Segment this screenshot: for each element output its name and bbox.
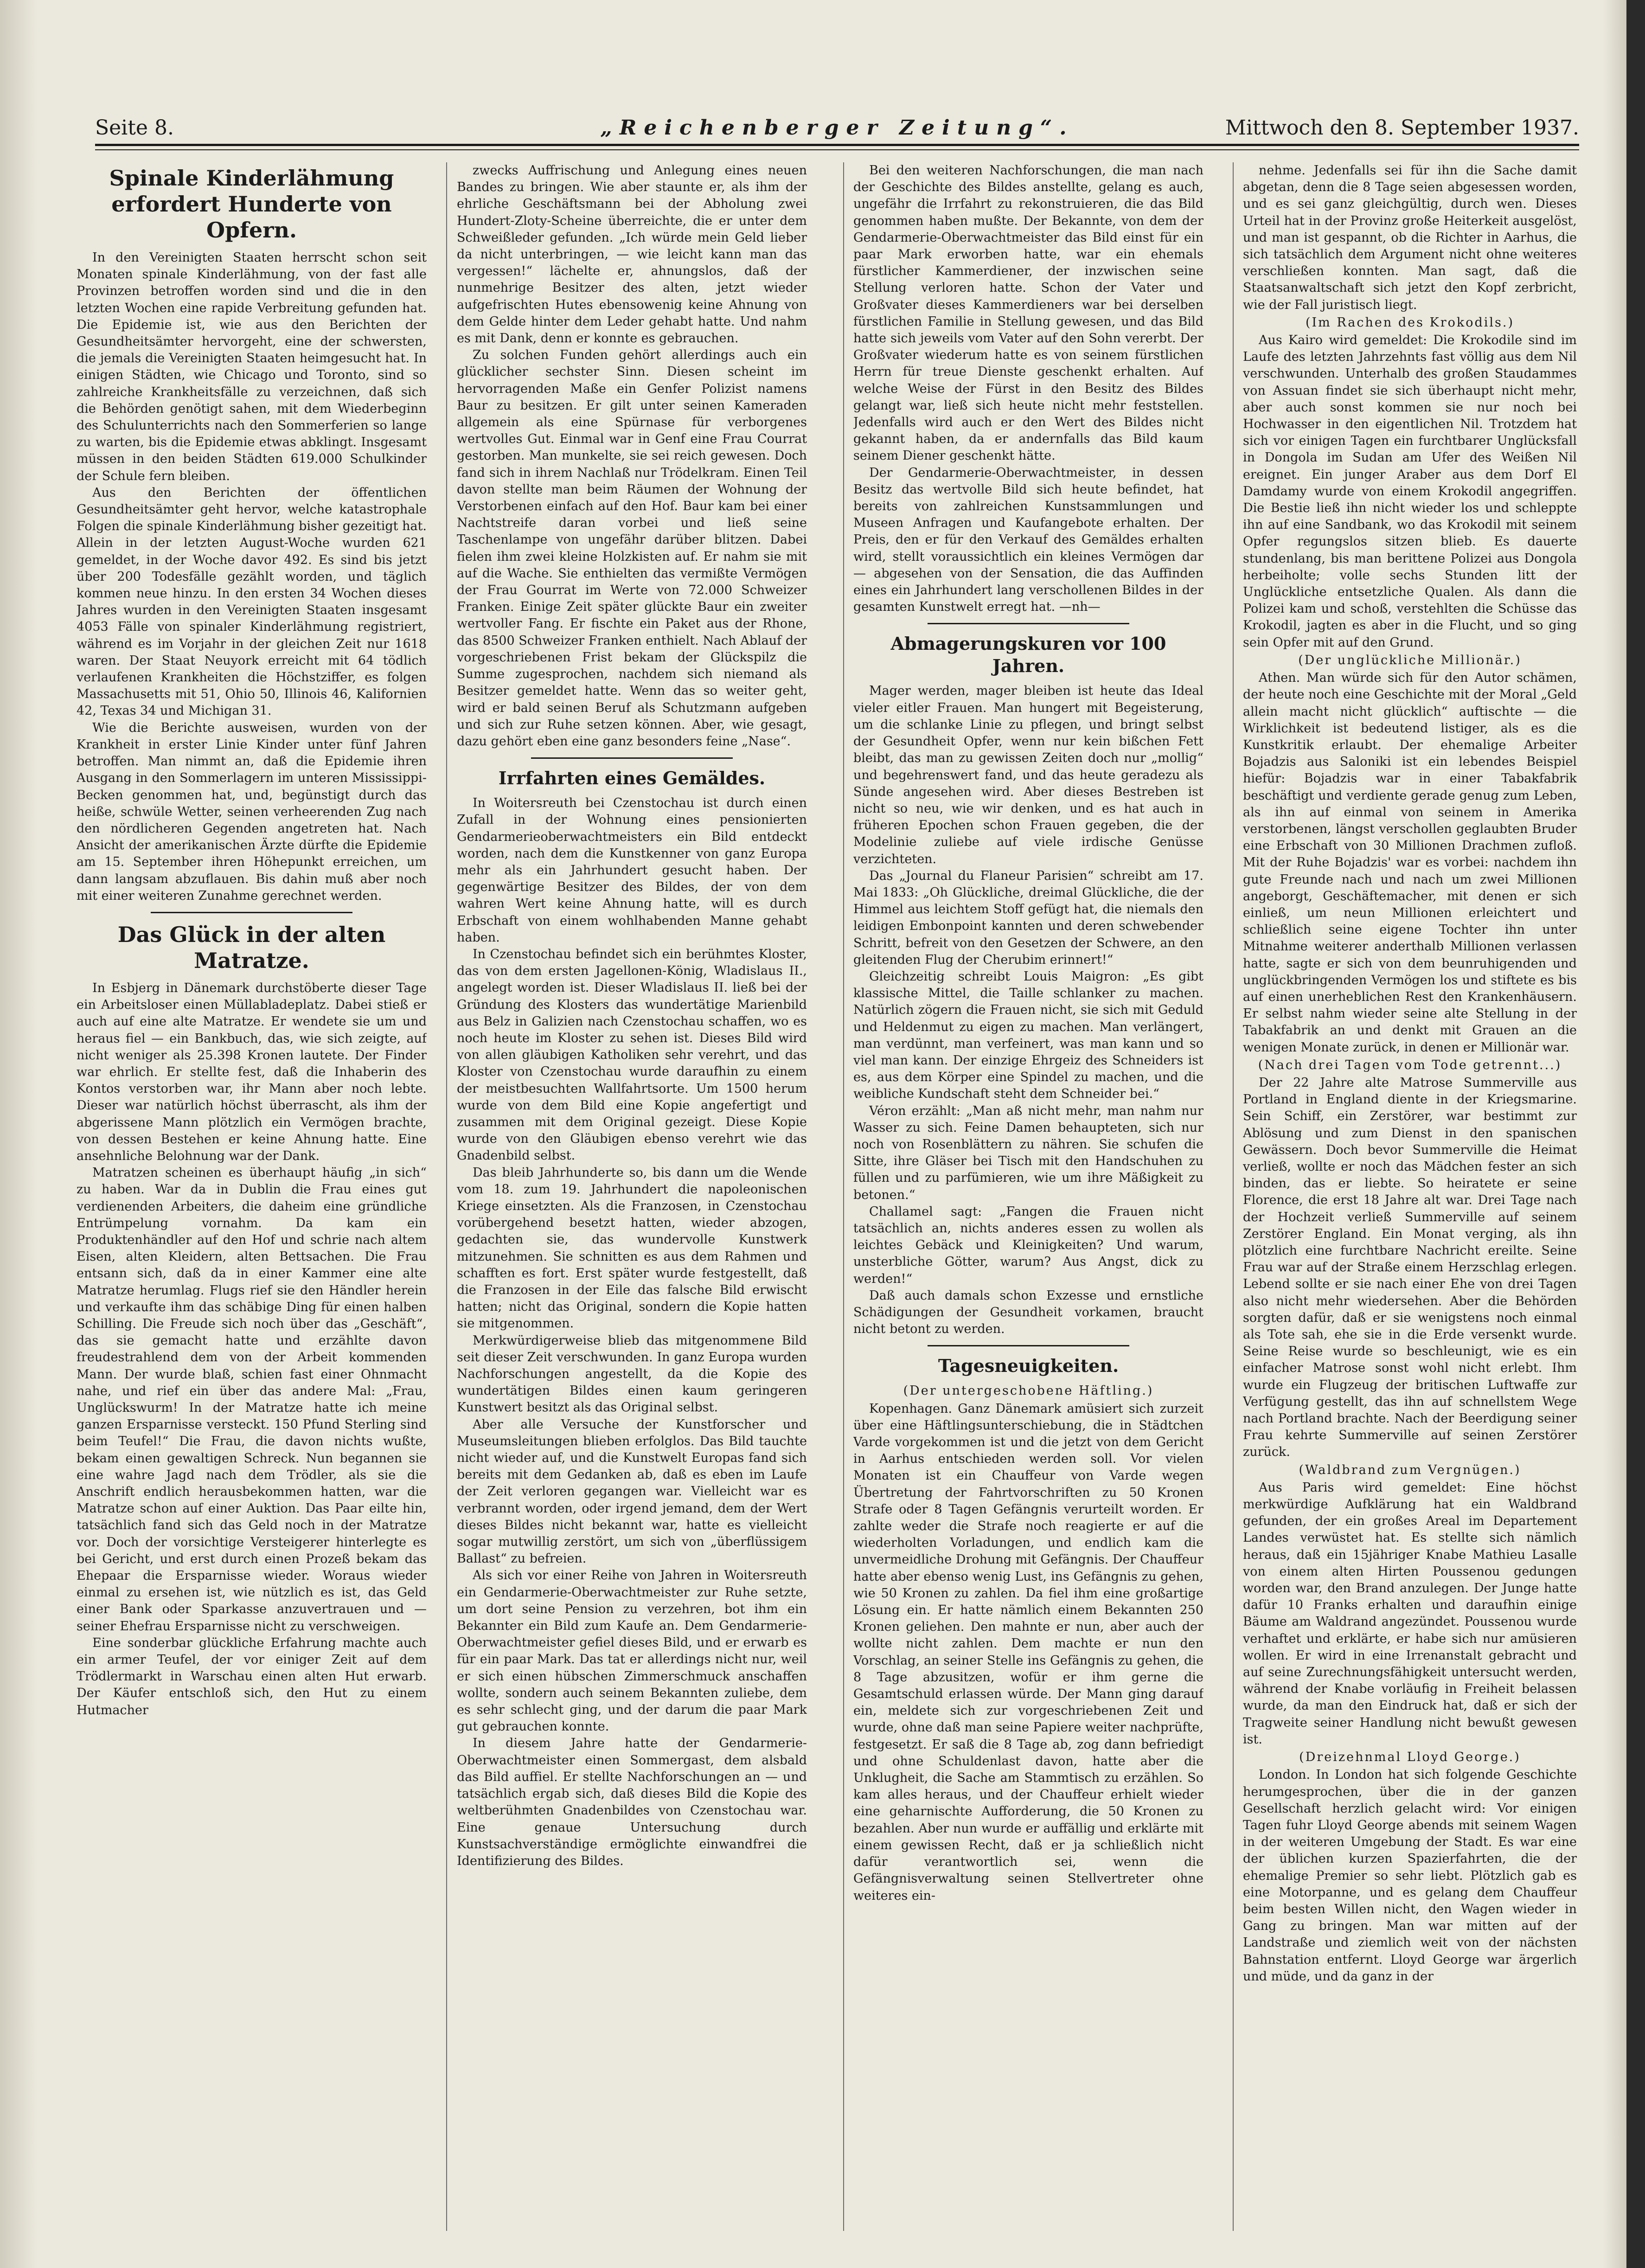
article-paragraph: In Woitersreuth bei Czenstochau ist durch einen Zufall in der Wohnung eines pensionierten Gendarmerieoberwachtmeisters ein Bild entdeckt worden, nach dem die Kunstkenner von ganz Europa mehr als ein Jahrhundert gesucht haben. Der gegenwärtige Besitzer des Bildes, der von dem wahren Wert keine Ahnung hatte, will es durch Erbschaft von einem wohlhabenden Manne gehabt haben. xyxy=(457,796,807,945)
scan-edge-left xyxy=(0,0,37,2268)
header-rule-thin xyxy=(95,149,1579,150)
header-rule xyxy=(95,144,1579,146)
article-separator xyxy=(928,1345,1129,1346)
article-paragraph: Zu solchen Funden gehört allerdings auch ein glücklicher sechster Sinn. Diesen scheint im hervorragenden Maße ein Genfer Polizist namens Baur zu besitzen. Er gilt unter seinen Kameraden allgemein als eine Spürnase für verborgenes wertvolles Gut. Einmal war in Genf eine Frau Courrat gestorben. Man munkelte, sie sei reich gewesen. Doch fand sich in ihrem Nachlaß nur Trödelkram. Einen Teil davon stellte man beim Räumen der Wohnung der Verstorbenen einfach auf den Hof. Baur kam bei einer Nachtstreife daran vorbei und ließ seine Taschenlampe von ungefähr darüber blitzen. Dabei fielen ihm zwei kleine Holzkisten auf. Er nahm sie mit auf die Wache. Sie enthielten das vermißte Vermögen der Frau Gourrat im Werte von 72.000 Schweizer Franken. Einige Zeit später glückte Baur ein zweiter wertvoller Fang. Er fischte ein Paket aus der Rhone, das 8500 Schweizer Franken enthielt. Nach Ablauf der vorgeschriebenen Frist bekam der Glückspilz die Summe zugesprochen, nachdem sich niemand als Besitzer gemeldet hatte. Wenn das so weiter geht, wird er bald seinen Beruf als Schutzmann aufgeben und sich zur Ruhe setzen können. Aber, wie gesagt, dazu gehört eben eine ganz besonders feine „Nase“. xyxy=(457,348,807,749)
column-2 xyxy=(457,162,807,2226)
article-paragraph: Gleichzeitig schreibt Louis Maigron: „Es gibt klassische Mittel, die Taille schlanker zu machen. Natürlich zögern die Frauen nicht, sie sich mit Geduld und Heldenmut zu eigen zu machen. Man verlängert, man verdünnt, man verfeinert, was man kann und so viel man kann. Der einzige Ehrgeiz des Schneiders ist es, aus dem Körper eine Spindel zu machen, und die weibliche Kundschaft steht dem Schneider bei.“ xyxy=(853,969,1203,1102)
article-title: Spinale Kinderlähmung erfordert Hunderte von Opfern. xyxy=(109,166,394,243)
article-paragraph: Bei den weiteren Nachforschungen, die man nach der Geschichte des Bildes anstellte, gelang es auch, ungefähr die Irrfahrt zu rekonstruieren, die das Bild genommen haben mußte. Der Bekannte, von dem der Gendarmerie-Oberwachtmeister das Bild einst für ein paar Mark erworben hatte, war ein ehemals fürstlicher Kammerdiener, der inzwischen seine Stellung verloren hatte. Schon der Vater und Großvater dieses Kammerdieners war bei derselben fürstlichen Familie in Stellung gewesen, und das Bild hatte sich jeweils vom Vater auf den Sohn vererbt. Der Großvater wiederum hatte es von seinem fürstlichen Herrn für treue Dienste geschenkt erhalten. Auf welche Weise der Fürst in den Besitz des Bildes gelangt war, ließ sich heute nicht mehr feststellen. Jedenfalls wird auch er den Wert des Bildes nicht gekannt haben, da er andernfalls das Bild kaum seinem Diener geschenkt hätte. xyxy=(853,163,1203,463)
article-paragraph: Challamel sagt: „Fangen die Frauen nicht tatsächlich an, nichts anderes essen zu wollen als leichtes Gebäck und Kleinigkeiten? Und warum, unsterbliche Götter, warum? Aus Angst, dick zu werden!“ xyxy=(853,1204,1203,1286)
column-3 xyxy=(853,162,1203,2226)
article-title: Das Glück in der alten Matratze. xyxy=(117,922,386,973)
news-item-heading: (Nach drei Tagen vom Tode getrennt...) xyxy=(1258,1057,1562,1072)
article-paragraph: Der Gendarmerie-Oberwachtmeister, in dessen Besitz das wertvolle Bild sich heute befindet, hat bereits von zahlreichen Kunstsammlungen und Museen Anfragen und Kaufangebote erhalten. Der Preis, den er für den Verkauf des Gemäldes erhalten wird, stellt voraussichtlich ein kleines Vermögen dar — abgesehen von der Sensation, die das Auffinden eines ein Jahrhundert lang verschollenen Bildes in der gesamten Kunstwelt erregt hat. —nh— xyxy=(853,465,1203,615)
article-title: Abmagerungskuren vor 100 Jahren. xyxy=(890,633,1166,677)
article-paragraph: London. In London hat sich folgende Geschichte herumgesprochen, über die in der ganzen Gesellschaft herzlich gelacht wird: Vor einigen Tagen fuhr Lloyd George abends mit seinem Wagen in der weiteren Umgebung der Stadt. Es war eine der üblichen kurzen Spazierfahrten, die der ehemalige Premier so sehr liebt. Plötzlich gab es eine Motorpanne, und es gelang dem Chauffeur beim besten Willen nicht, den Wagen wieder in Gang zu bringen. Man war mitten auf der Landstraße und ziemlich weit von der nächsten Bahnstation entfernt. Lloyd George war ärgerlich und müde, und da ganz in der xyxy=(1243,1768,1577,1984)
column-divider xyxy=(446,162,447,2231)
column-divider xyxy=(843,162,844,2231)
article-paragraph: Das bleib Jahrhunderte so, bis dann um die Wende vom 18. zum 19. Jahrhundert die napoleonischen Kriege einsetzten. Als die Franzosen, in Czenstochau vorübergehend besetzt hatten, wieder abzogen, gedachten sie, das wundervolle Kunstwerk mitzunehmen. Sie schnitten es aus dem Rahmen und schafften es fort. Erst später wurde festgestellt, daß die Franzosen in der Eile das falsche Bild erwischt hatten; nicht das Original, sondern die Kopie hatten sie mitgenommen. xyxy=(457,1165,807,1331)
news-item-heading: (Der untergeschobene Häftling.) xyxy=(903,1384,1154,1398)
article-paragraph: In diesem Jahre hatte der Gendarmerie-Oberwachtmeister einen Sommergast, dem alsbald das Bild auffiel. Er stellte Nachforschungen an — und tatsächlich ergab sich, daß dieses Bild die Kopie des weltberühmten Gnadenbildes von Czenstochau war. Eine genaue Untersuchung durch Kunstsachverständige ermöglichte einwandfrei die Identifizierung des Bildes. xyxy=(457,1736,807,1868)
column-1 xyxy=(77,162,427,2226)
article-title: Tagesneuigkeiten. xyxy=(938,1355,1119,1377)
issue-date: Mittwoch den 8. September 1937. xyxy=(1225,116,1579,140)
article-paragraph: Véron erzählt: „Man aß nicht mehr, man nahm nur Wasser zu sich. Feine Damen behaupteten, sich nur noch von Rosenblättern zu nähren. Sie schufen die Sitte, ihre Gläser bei Tisch mit den Handschuhen zu füllen und zu parfümieren, wie um ihre Mäßigkeit zu betonen.“ xyxy=(853,1103,1203,1202)
scan-edge-right xyxy=(1603,0,1645,2268)
news-item-heading: (Dreizehnmal Lloyd George.) xyxy=(1299,1750,1521,1765)
column-divider xyxy=(1233,162,1234,2231)
article-paragraph: Matratzen scheinen es überhaupt häufig „in sich“ zu haben. War da in Dublin die Frau eines gut verdienenden Arbeiters, die daheim eine gründliche Entrümpelung vornahm. Da kam ein Produktenhändler auf den Hof und schrie nach altem Eisen, alten Kleidern, alten Bettsachen. Die Frau entsann sich, daß da in einer Kammer eine alte Matratze herumlag. Flugs rief sie den Händler herein und verkaufte ihm das schäbige Ding für einen halben Schilling. Die Freude sich noch über das „Geschäft“, das sie gemacht hatte und erzählte davon freudestrahlend dem von der Arbeit kommenden Mann. Der wurde blaß, schien fast einer Ohnmacht nahe, und rief ein über das andere Mal: „Frau, Unglückswurm! In der Matratze hatte ich meine ganzen Ersparnisse versteckt. 150 Pfund Sterling sind beim Teufel!“ Die Frau, die davon nichts wußte, bekam einen gewaltigen Schreck. Nun begannen sie eine wahre Jagd nach dem Trödler, als sie die Anschrift endlich herausbekommen hatten, war die Matratze schon auf einer Auktion. Das Paar eilte hin, tatsächlich fand sich das Geld noch in der Matratze vor. Doch der vorsichtige Versteigerer hinterlegte es bei Gericht, und erst durch einen Prozeß bekam das Ehepaar die Ersparnisse wieder. Woraus wieder einmal zu ersehen ist, wie nützlich es ist, das Geld einer Bank oder Sparkasse anzuvertrauen und — seiner Ehefrau Ersparnisse nicht zu verschweigen. xyxy=(77,1166,427,1634)
article-paragraph: In Czenstochau befindet sich ein berühmtes Kloster, das von dem ersten Jagellonen-König, Wladislaus II., angelegt worden ist. Dieser Wladislaus II. ließ bei der Gründung des Klosters das wundertätige Marienbild aus Belz in Galizien nach Czenstochau schaffen, wo es noch heute im Kloster zu sehen ist. Dieses Bild wird von allen gläubigen Katholiken sehr verehrt, und das Kloster von Czenstochau wurde daraufhin zu einem der meistbesuchten Wallfahrtsorte. Um 1500 herum wurde von dem Bild eine Kopie angefertigt und zusammen mit dem Original gezeigt. Diese Kopie wurde von den Gläubigen ebenso verehrt wie das Gnadenbild selbst. xyxy=(457,947,807,1163)
article-paragraph: Aus den Berichten der öffentlichen Gesundheitsämter geht hervor, welche katastrophale Folgen die spinale Kinderlähmung bisher gezeitigt hat. Allein in der letzten August-Woche wurden 621 gemeldet, in der Woche davor 492. Es sind bis jetzt über 200 Todesfälle gezählt worden, und täglich kommen neue hinzu. In den ersten 34 Wochen dieses Jahres wurden in den Vereinigten Staaten insgesamt 4053 Fälle von spinaler Kinderlähmung registriert, während es im Vorjahr in der gleichen Zeit nur 1618 waren. Der Staat Neuyork erreicht mit 64 tödlich verlaufenen Krankheiten die Höchstziffer, es folgen Massachusetts mit 51, Ohio 50, Illinois 46, Kalifornien 42, Texas 34 und Michigan 31. xyxy=(77,485,427,718)
article-paragraph: zwecks Auffrischung und Anlegung eines neuen Bandes zu bringen. Wie aber staunte er, als ihm der ehrliche Geschäftsmann bei der Abholung zwei Hundert-Zloty-Scheine überreichte, die er unter dem Schweißleder gefunden. „Ich würde mein Geld lieber da nicht unterbringen, — wie leicht kann man das vergessen!“ lächelte er, ahnungslos, daß der nunmehrige Besitzer des alten, jetzt wieder aufgefrischten Hutes ebensowenig keine Ahnung von dem Gelde hinter dem Leder gehabt hatte. Und nahm es mit Dank, denn er konnte es gebrauchen. xyxy=(457,163,807,346)
article-separator xyxy=(151,912,352,913)
article-paragraph: Mager werden, mager bleiben ist heute das Ideal vieler eitler Frauen. Man hungert mit Begeisterung, um die schlanke Linie zu pflegen, und bringt selbst der Gesundheit Opfer, wenn nur kein bißchen Fett bleibt, das man zu gewissen Zeiten doch nur „mollig“ und begehrenswert fand, und das heute geradezu als Sünde angesehen wird. Aber dieses Bestreben ist nicht so neu, wie wir denken, und es hat auch in früheren Epochen schon Frauen gegeben, die der Modelinie zuliebe auf viele irdische Genüsse verzichteten. xyxy=(853,684,1203,866)
newspaper-title: „Reichenberger Zeitung“. xyxy=(600,116,1074,140)
article-paragraph: In den Vereinigten Staaten herrscht schon seit Monaten spinale Kinderlähmung, von der fast alle Provinzen betroffen worden sind und die in den letzten Wochen eine rapide Verbreitung gefunden hat. Die Epidemie ist, wie aus den Berichten der Gesundheitsämter hervorgeht, eine der schwersten, die jemals die Vereinigten Staaten heimgesucht hat. In einigen Städten, wie Chicago und Toronto, sind so zahlreiche Krankheitsfälle zu verzeichnen, daß sich die Behörden genötigt sahen, mit dem Wiederbeginn des Schulunterrichts nach den Sommerferien so lange zu warten, bis die Epidemie etwas abklingt. Insgesamt müssen in den beiden Städten 619.000 Schulkinder der Schule fern bleiben. xyxy=(77,250,427,483)
article-title: Irrfahrten eines Gemäldes. xyxy=(498,768,766,789)
article-paragraph: Als sich vor einer Reihe von Jahren in Woitersreuth ein Gendarmerie-Oberwachtmeister zur Ruhe setzte, um dort seine Pension zu verzehren, bot ihm ein Bekannter ein Bild zum Kaufe an. Dem Gendarmerie-Oberwachtmeister gefiel dieses Bild, und er erwarb es für ein paar Mark. Das tat er allerdings nicht nur, weil er sich einen hübschen Zimmerschmuck anschaffen wollte, sondern auch seinem Bekannten zuliebe, dem es sehr schlecht ging, und der darum die paar Mark gut gebrauchen konnte. xyxy=(457,1568,807,1734)
article-paragraph: nehme. Jedenfalls sei für ihn die Sache damit abgetan, denn die 8 Tage seien abgesessen worden, und es sei ganz gleichgültig, durch wen. Dieses Urteil hat in der Provinz große Heiterkeit ausgelöst, und man ist gespannt, ob die Richter in Aarhus, die sich tatsächlich dem Argument nicht ohne weiteres verschließen konnten. Man sagt, daß die Staatsanwaltschaft sich jetzt den Kopf zerbricht, wie der Fall juristisch liegt. xyxy=(1243,163,1577,312)
article-paragraph: Aber alle Versuche der Kunstforscher und Museumsleitungen blieben erfolglos. Das Bild tauchte nicht wieder auf, und die Kunstwelt Europas fand sich bereits mit dem Gedanken ab, daß es eben im Laufe der Zeit verloren gegangen war. Vielleicht war es verbrannt worden, oder irgend jemand, dem der Wert dieses Bildes nicht bekannt war, hatte es vielleicht sogar mutwillig zerstört, um sich von „überflüssigem Ballast“ zu befreien. xyxy=(457,1417,807,1566)
news-item-heading: (Waldbrand zum Vergnügen.) xyxy=(1299,1462,1521,1477)
page-number: Seite 8. xyxy=(95,116,174,140)
article-paragraph: Aus Paris wird gemeldet: Eine höchst merkwürdige Aufklärung hat ein Waldbrand gefunden, der ein großes Areal im Departement Landes verwüstet hat. Es stellte sich nämlich heraus, daß ein 15jähriger Knabe Mathieu Lasalle von einem alten Hirten Poussenou gedungen worden war, den Brand anzulegen. Der Junge hatte dafür 10 Franks erhalten und daraufhin einige Bäume am Waldrand angezündet. Poussenou wurde verhaftet und erklärte, er habe sich nur amüsieren wollen. Er wird in eine Irrenanstalt gebracht und auf seine Zurechnungsfähigkeit untersucht werden, während der Knabe vorläufig in Freiheit belassen wurde, da man den Eindruck hat, daß er sich der Tragweite seiner Handlung nicht bewußt gewesen ist. xyxy=(1243,1480,1577,1747)
article-paragraph: Der 22 Jahre alte Matrose Summerville aus Portland in England diente in der Kriegsmarine. Sein Schiff, ein Zerstörer, war bestimmt zur Ablösung und zum Dienst in den spanischen Gewässern. Doch bevor Summerville die Heimat verließ, wollte er noch das Mädchen fester an sich binden, das er liebte. So heiratete er seine Florence, die erst 18 Jahre alt war. Drei Tage nach der Hochzeit verließ Summerville auf seinem Zerstörer England. Ein Monat verging, als ihn plötzlich eine furchtbare Nachricht ereilte. Seine Frau war auf der Straße einem Herzschlag erlegen. Lebend sollte er sie nach einer Ehe von drei Tagen also nicht mehr wiedersehen. Aber die Behörden sorgten dafür, daß er sie wenigstens noch einmal als Tote sah, ehe sie in die Erde versenkt wurde. Seine Reise wurde so beschleunigt, wie es ein einfacher Matrose sonst wohl nicht erlebt. Ihm wurde ein Flugzeug der britischen Luftwaffe zur Verfügung gestellt, das ihn auf schnellstem Wege nach Portland brachte. Nach der Beerdigung seiner Frau kehrte Summerville auf seinen Zerstörer zurück. xyxy=(1243,1075,1577,1460)
article-paragraph: Kopenhagen. Ganz Dänemark amüsiert sich zurzeit über eine Häftlingsunterschiebung, die in Städtchen Varde vorgekommen ist und die jetzt von dem Gericht in Aarhus entschieden werden soll. Vor vielen Monaten ist ein Chauffeur von Varde wegen Übertretung der Fahrtvorschriften zu 50 Kronen Strafe oder 8 Tagen Gefängnis verurteilt worden. Er zahlte weder die Strafe noch reagierte er auf die wiederholten Vorladungen, und endlich kam die unvermeidliche Drohung mit Gefängnis. Der Chauffeur hatte aber ebenso wenig Lust, ins Gefängnis zu gehen, wie 50 Kronen zu zahlen. Da fiel ihm eine großartige Lösung ein. Er hatte nämlich einem Bekannten 250 Kronen geliehen. Den mahnte er nun, aber auch der wollte nicht zahlen. Dem machte er nun den Vorschlag, an seiner Stelle ins Gefängnis zu gehen, die 8 Tage abzusitzen, wofür er ihm gerne die Gesamtschuld erlassen würde. Der Mann ging darauf ein, meldete sich zur vorgeschriebenen Zeit und wurde, ohne daß man seine Papiere weiter nachprüfte, festgesetzt. Er saß die 8 Tage ab, zog dann befriedigt und ohne Schuldenlast davon, hatte aber die Unklugheit, die Sache am Stammtisch zu erzählen. So kam alles heraus, und der Chauffeur erhielt wieder eine geharnischte Aufforderung, die 50 Kronen zu bezahlen. Aber nun wurde er auffällig und erklärte mit einem gewissen Recht, daß er ja schließlich nicht dafür verantwortlich sei, wenn die Gefängnisverwaltung seinen Stellvertreter ohne weiteres ein- xyxy=(853,1401,1203,1903)
article-paragraph: Wie die Berichte ausweisen, wurden von der Krankheit in erster Linie Kinder unter fünf Jahren betroffen. Man nimmt an, daß die Epidemie ihren Ausgang in den Sommerlagern im unteren Mississippi-Becken genommen hat, und, begünstigt durch das heiße, schwüle Wetter, seinen verheerenden Zug nach den nördlicheren Gegenden angetreten hat. Nach Ansicht der amerikanischen Ärzte dürfte die Epidemie am 15. September ihren Höhepunkt erreichen, um dann langsam abzuflauen. Bis dahin muß aber noch mit einer weiteren Zunahme gerechnet werden. xyxy=(77,720,427,903)
article-paragraph: Daß auch damals schon Exzesse und ernstliche Schädigungen der Gesundheit vorkamen, braucht nicht betont zu werden. xyxy=(853,1288,1203,1337)
article-separator xyxy=(531,757,733,759)
article-paragraph: Aus Kairo wird gemeldet: Die Krokodile sind im Laufe des letzten Jahrzehnts fast völlig aus dem Nil verschwunden. Unterhalb des großen Staudammes von Assuan findet sie sich überhaupt nicht mehr, aber auch sonst kommen sie nur noch bei Hochwasser in den eigentlichen Nil. Trotzdem hat sich vor einigen Tagen ein furchtbarer Unglücksfall in Dongola im Sudan am Ufer des Weißen Nil ereignet. Ein junger Araber aus dem Dorf El Damdamy wurde von einem Krokodil angegriffen. Die Bestie ließ ihn nicht wieder los und schleppte ihn auf eine Sandbank, wo das Krokodil mit seinem Opfer regungslos sitzen blieb. Es dauerte stundenlang, bis man berittene Polizei aus Dongola herbeiholte; volle sechs Stunden litt der Unglückliche entsetzliche Qualen. Als dann die Polizei kam und schoß, verstehlten die Schüsse das Krokodil, jagten es aber in die Flucht, und so ging sein Opfer mit auf den Grund. xyxy=(1243,333,1577,650)
article-paragraph: Das „Journal du Flaneur Parisien“ schreibt am 17. Mai 1833: „Oh Glückliche, dreimal Glückliche, die der Himmel aus leichtem Stoff gefügt hat, die niemals den leidigen Embonpoint kannten und deren schwebender Schritt, befreit von den Gesetzen der Schwere, an den gleitenden Flug der Cherubim erinnert!“ xyxy=(853,868,1203,967)
news-item-heading: (Im Rachen des Krokodils.) xyxy=(1305,315,1515,330)
article-separator xyxy=(928,623,1129,624)
article-paragraph: Eine sonderbar glückliche Erfahrung machte auch ein armer Teufel, der vor einiger Zeit auf dem Trödlermarkt in Warschau einen alten Hut erwarb. Der Käufer entschloß sich, den Hut zu einem Hutmacher xyxy=(77,1635,427,1717)
article-paragraph: In Esbjerg in Dänemark durchstöberte dieser Tage ein Arbeitsloser einen Müllabladeplatz. Dabei stieß er auch auf eine alte Matratze. Er wendete sie um und heraus fiel — ein Bankbuch, das, wie sich zeigte, auf nicht weniger als 25.398 Kronen lautete. Der Finder war ehrlich. Er stellte fest, daß die Inhaberin des Kontos verstorben war, ihr Mann aber noch lebte. Dieser war natürlich höchst überrascht, als ihm der abgerissene Mann plötzlich ein Vermögen brachte, von dessen Bestehen er keine Ahnung hatte. Eine ansehnliche Belohnung war der Dank. xyxy=(77,980,427,1163)
article-paragraph: Athen. Man würde sich für den Autor schämen, der heute noch eine Geschichte mit der Moral „Geld allein macht nicht glücklich“ auftischte — die Wirklichkeit ist bedeutend listiger, als es die Kunstkritik erlaubt. Der ehemalige Arbeiter Bojadzis aus Saloniki ist ein lebendes Beispiel hiefür: Bojadzis war in einer Tabakfabrik beschäftigt und verdiente gerade genug zum Leben, als ihn auf einmal von seinem in Amerika verstorbenen, längst verschollen geglaubten Bruder eine Erbschaft von 30 Millionen Drachmen zufloß. Mit der Ruhe Bojadzis' war es vorbei: nachdem ihn gute Freunde nach und nach um zwei Millionen angeborgt, Geschäftemacher, mit denen er sich einließ, um neun Millionen erleichtert und schließlich seine eigene Tochter ihn unter Mitnahme weiterer anderthalb Millionen verlassen hatte, sagte er sich von dem beunruhigenden und unglückbringenden Vermögen los und stiftete es bis auf einen unerheblichen Rest den Krankenhäusern. Er selbst nahm wieder seine alte Stellung in der Tabakfabrik an und denkt mit Grauen an die wenigen Monate zurück, in denen er Millionär war. xyxy=(1243,671,1577,1055)
news-item-heading: (Der unglückliche Millionär.) xyxy=(1298,653,1522,667)
column-4 xyxy=(1243,162,1577,2226)
article-paragraph: Merkwürdigerweise blieb das mitgenommene Bild seit dieser Zeit verschwunden. In ganz Europa wurden Nachforschungen angestellt, da die Kopie des wundertätigen Bildes einen kaum geringeren Kunstwert besitzt als das Original selbst. xyxy=(457,1333,807,1415)
